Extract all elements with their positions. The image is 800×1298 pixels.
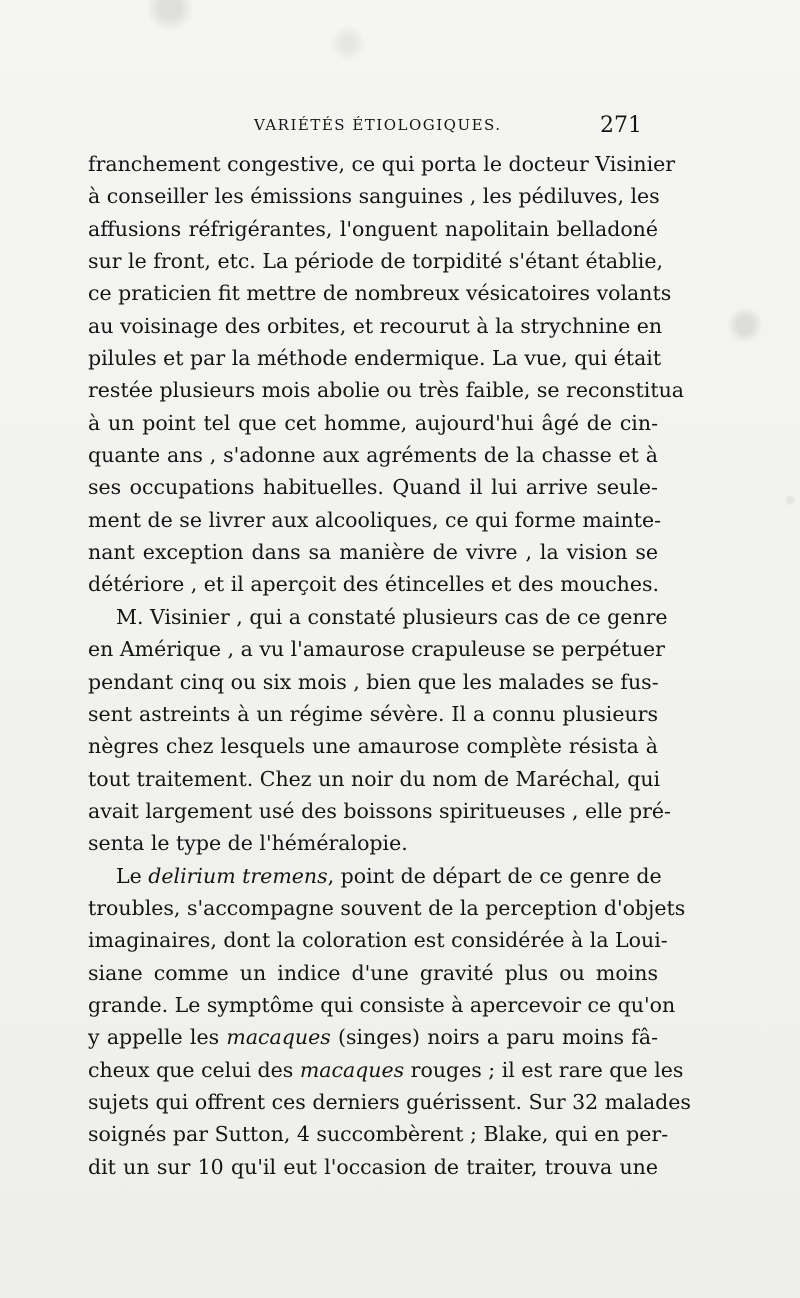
body-text [88,148,691,1183]
text-line: avait largement usé des boissons spiritueuses , elle pré- [88,798,671,823]
text-line: en Amérique , a vu l'amaurose crapuleuse se perpétuer [88,637,665,662]
text-line: troubles, s'accompagne souvent de la perception d'objets [88,895,686,920]
text-line: quante ans , s'adonne aux agréments de la chasse et à [88,443,658,468]
text-line: dit un sur 10 qu'il eut l'occasion de traiter, trouva une [88,1154,658,1179]
text-line: restée plusieurs mois abolie ou très faible, se reconstitua [88,378,685,403]
text-line: sent astreints à un régime sévère. Il a connu plusieurs [88,701,658,726]
text-line: à un point tel que cet homme, aujourd'hui âgé de cin- [88,410,658,435]
text-line: affusions réfrigérantes, l'onguent napolitain belladoné [88,216,658,241]
text-line: Le delirium tremens, point de départ de ce genre de [116,863,662,888]
text-line: senta le type de l'héméralopie. [88,831,408,856]
text-line: cheux que celui des macaques rouges ; il est rare que les [88,1057,684,1082]
text-line: y appelle les macaques (singes) noirs a paru moins fâ- [88,1025,659,1050]
text-line: détériore , et il aperçoit des étincelles et des mouches. [88,572,660,597]
text-line: ce praticien fit mettre de nombreux vésicatoires volants [88,281,672,306]
running-head: VARIÉTÉS ÉTIOLOGIQUES. [254,116,502,134]
text-line: nant exception dans sa manière de vivre , la vision se [88,540,658,565]
text-line: pilules et par la méthode endermique. La vue, qui était [88,346,662,371]
text-line: sur le front, etc. La période de torpidité s'étant établie, [88,249,663,274]
text-line: siane comme un indice d'une gravité plus ou moins [88,960,658,985]
text-line: imaginaires, dont la coloration est considérée à la Loui- [88,928,668,953]
text-line: ses occupations habituelles. Quand il lui arrive seule- [88,475,658,500]
text-line: sujets qui offrent ces derniers guérissent. Sur 32 malades [88,1089,691,1114]
text-line: ment de se livrer aux alcooliques, ce qui forme mainte- [88,507,662,532]
text-line: soignés par Sutton, 4 succombèrent ; Blake, qui en per- [88,1122,669,1147]
text-line: au voisinage des orbites, et recourut à la strychnine en [88,313,663,338]
text-line: pendant cinq ou six mois , bien que les malades se fus- [88,669,659,694]
text-line: nègres chez lesquels une amaurose complète résista à [88,734,658,759]
text-line: grande. Le symptôme qui consiste à apercevoir ce qu'on [88,992,676,1017]
text-line: à conseiller les émissions sanguines , les pédiluves, les [88,184,660,209]
text-line: franchement congestive, ce qui porta le docteur Visinier [88,152,676,176]
page-number: 271 [600,113,642,138]
page-header [90,113,650,139]
text-line: tout traitement. Chez un noir du nom de Maréchal, qui [88,766,661,791]
text-line: M. Visinier , qui a constaté plusieurs cas de ce genre [116,604,668,629]
